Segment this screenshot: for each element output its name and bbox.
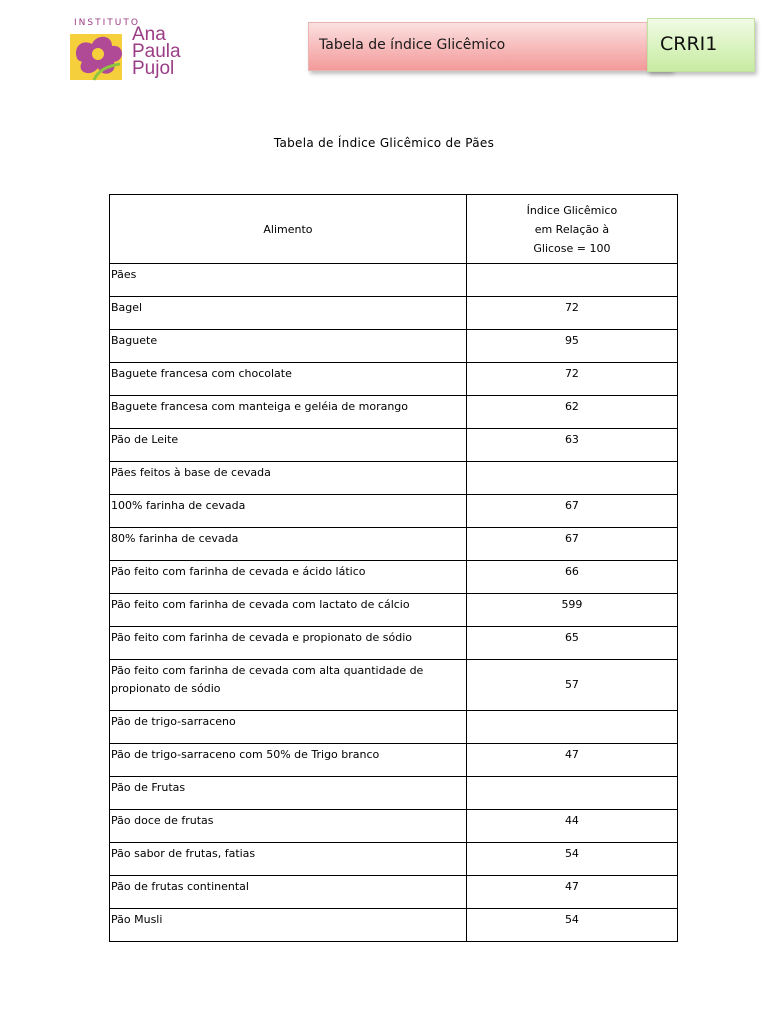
header-gi-line-3: Glicose = 100 bbox=[533, 241, 611, 255]
document-code: CRRI1 bbox=[660, 33, 718, 55]
table-row bbox=[110, 627, 678, 660]
header-gi-line-2: em Relação à bbox=[534, 222, 610, 236]
food-cell: Pão de frutas continental bbox=[110, 876, 467, 909]
header-title-bar bbox=[308, 22, 672, 71]
food-cell: Baguete francesa com chocolate bbox=[110, 363, 467, 396]
food-cell: 80% farinha de cevada bbox=[110, 528, 467, 561]
gi-cell: 72 bbox=[466, 297, 677, 330]
logo-institute-text: INSTITUTO bbox=[74, 18, 140, 28]
table-row bbox=[110, 429, 678, 462]
food-cell: Baguete bbox=[110, 330, 467, 363]
table-header-row bbox=[110, 195, 678, 264]
food-cell: Pão feito com farinha de cevada e propionato de sódio bbox=[110, 627, 467, 660]
food-cell: Pão de Leite bbox=[110, 429, 467, 462]
table-row bbox=[110, 264, 678, 297]
header-gi-line-1: Índice Glicêmico bbox=[526, 203, 618, 217]
header-glycemic-index bbox=[466, 195, 677, 264]
food-cell: Pão doce de frutas bbox=[110, 810, 467, 843]
gi-cell: 44 bbox=[466, 810, 677, 843]
table-row bbox=[110, 396, 678, 429]
food-cell: Pães feitos à base de cevada bbox=[110, 462, 467, 495]
food-cell: Pão de Frutas bbox=[110, 777, 467, 810]
gi-cell: 47 bbox=[466, 744, 677, 777]
gi-cell: 54 bbox=[466, 843, 677, 876]
gi-cell: 599 bbox=[466, 594, 677, 627]
food-cell: 100% farinha de cevada bbox=[110, 495, 467, 528]
gi-cell: 57 bbox=[466, 660, 677, 711]
gi-cell: 72 bbox=[466, 363, 677, 396]
gi-cell bbox=[466, 711, 677, 744]
table-row bbox=[110, 594, 678, 627]
logo-name-line-1: Ana bbox=[132, 24, 166, 45]
food-cell: Pão feito com farinha de cevada com lactato de cálcio bbox=[110, 594, 467, 627]
gi-cell bbox=[466, 462, 677, 495]
food-cell: Pão feito com farinha de cevada e ácido lático bbox=[110, 561, 467, 594]
gi-cell: 66 bbox=[466, 561, 677, 594]
table-row bbox=[110, 810, 678, 843]
table-row bbox=[110, 843, 678, 876]
gi-cell: 63 bbox=[466, 429, 677, 462]
table-row bbox=[110, 561, 678, 594]
food-cell: Pão de trigo-sarraceno com 50% de Trigo branco bbox=[110, 744, 467, 777]
document-code-box bbox=[647, 18, 755, 72]
food-cell: Pão de trigo-sarraceno bbox=[110, 711, 467, 744]
table-row bbox=[110, 909, 678, 942]
food-cell: Baguete francesa com manteiga e geléia de morango bbox=[110, 396, 467, 429]
institute-logo bbox=[68, 18, 208, 82]
gi-cell: 62 bbox=[466, 396, 677, 429]
food-cell: Pão sabor de frutas, fatias bbox=[110, 843, 467, 876]
food-cell: Pães bbox=[110, 264, 467, 297]
table-row bbox=[110, 876, 678, 909]
table-row bbox=[110, 297, 678, 330]
gi-cell: 67 bbox=[466, 495, 677, 528]
table-row bbox=[110, 777, 678, 810]
table-row bbox=[110, 660, 678, 711]
gi-cell: 95 bbox=[466, 330, 677, 363]
header-food: Alimento bbox=[110, 195, 467, 264]
table-row bbox=[110, 495, 678, 528]
table-row bbox=[110, 363, 678, 396]
table-row bbox=[110, 528, 678, 561]
header-title: Tabela de índice Glicêmico bbox=[319, 37, 506, 53]
page-title: Tabela de Índice Glicêmico de Pães bbox=[273, 136, 495, 150]
table-row bbox=[110, 711, 678, 744]
glycemic-index-table bbox=[109, 194, 678, 942]
flower-logo-icon bbox=[68, 30, 132, 82]
table-row bbox=[110, 462, 678, 495]
gi-cell: 67 bbox=[466, 528, 677, 561]
gi-cell bbox=[466, 777, 677, 810]
food-cell: Bagel bbox=[110, 297, 467, 330]
gi-cell bbox=[466, 264, 677, 297]
table-row bbox=[110, 330, 678, 363]
food-cell: Pão Musli bbox=[110, 909, 467, 942]
gi-cell: 54 bbox=[466, 909, 677, 942]
food-cell: Pão feito com farinha de cevada com alta quantidade de propionato de sódio bbox=[110, 660, 467, 711]
logo-name-line-3: Pujol bbox=[132, 58, 175, 79]
logo-name-line-2: Paula bbox=[132, 41, 181, 62]
logo-name bbox=[132, 26, 181, 77]
gi-cell: 47 bbox=[466, 876, 677, 909]
table-row bbox=[110, 744, 678, 777]
gi-cell: 65 bbox=[466, 627, 677, 660]
